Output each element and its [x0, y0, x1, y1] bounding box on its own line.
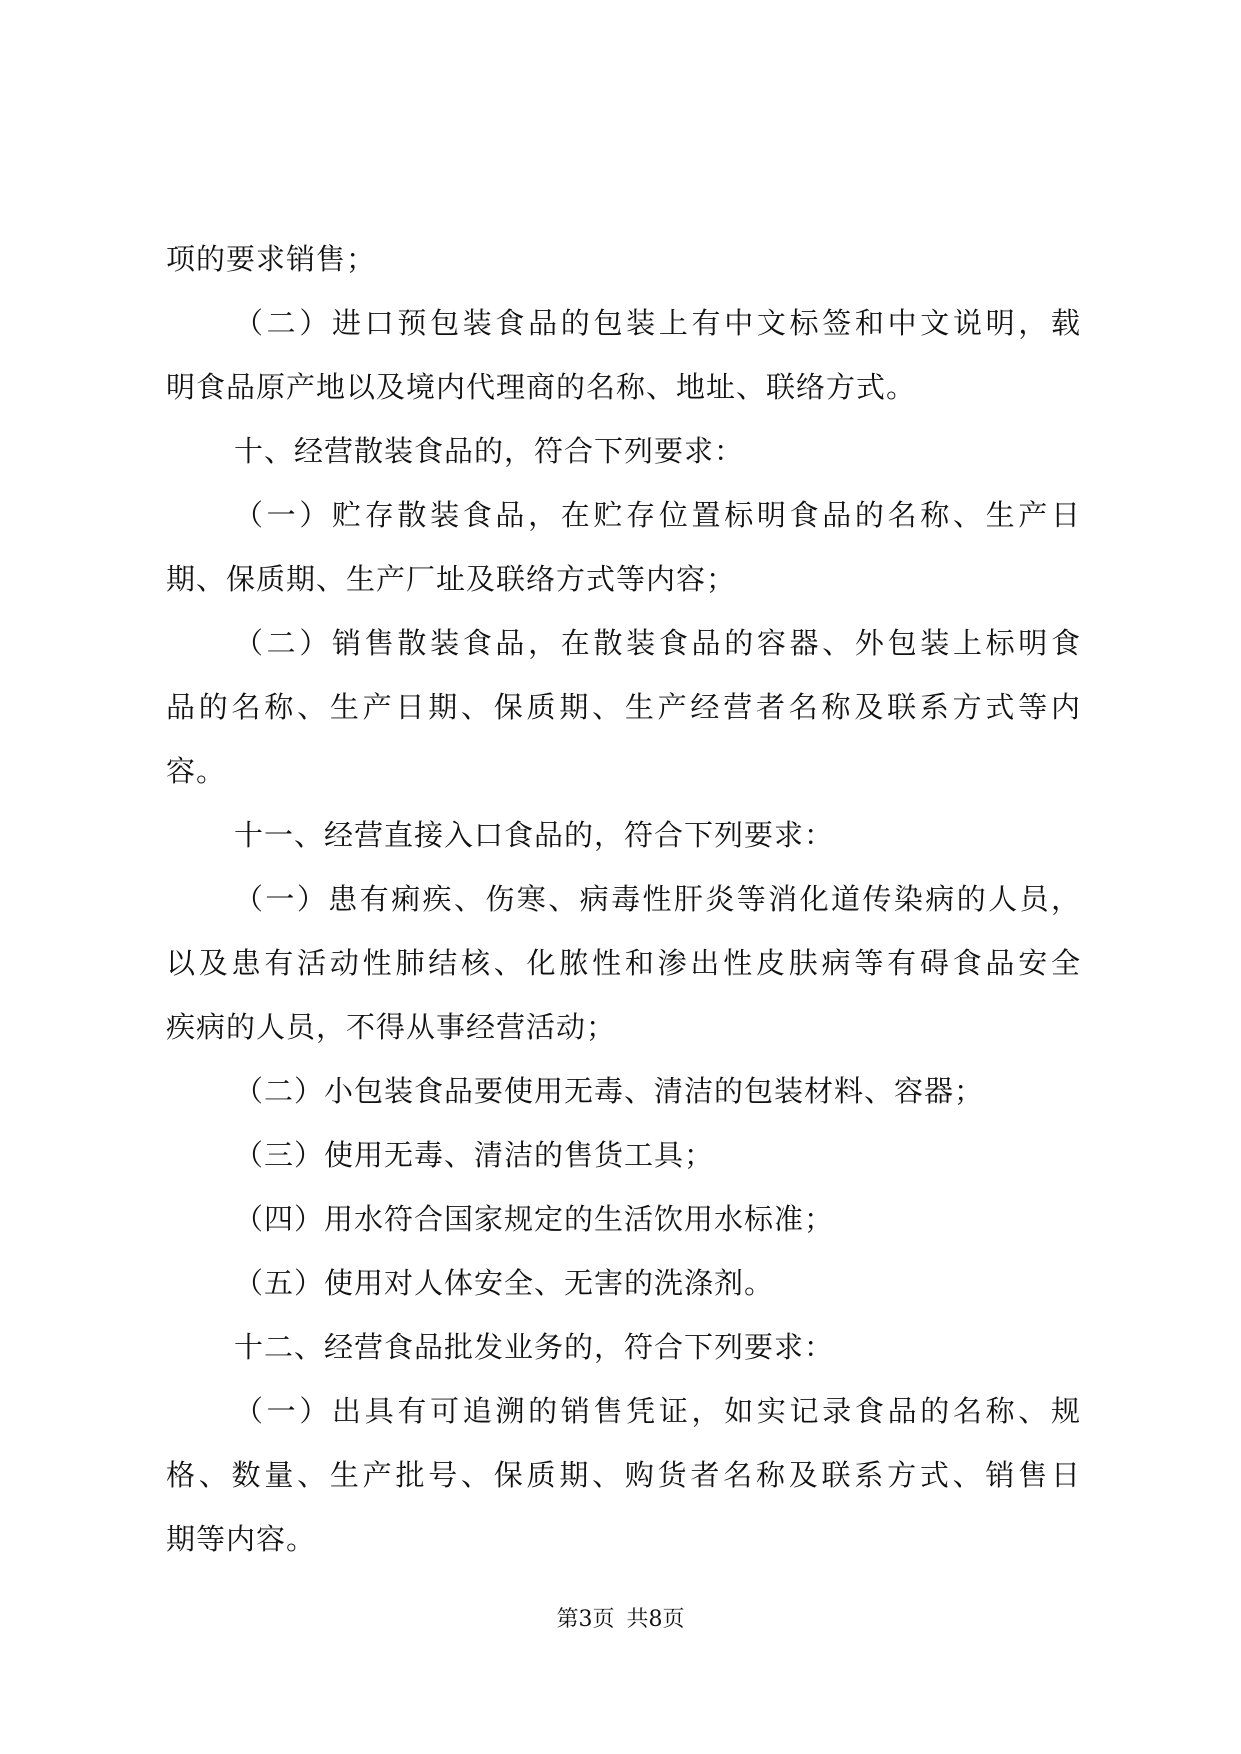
section-heading: 十二、经营食品批发业务的，符合下列要求： [234, 1330, 835, 1364]
text-line: （一）出具有可追溯的销售凭证，如实记录食品的名称、规 [234, 1394, 1081, 1428]
text-line: 容。 [166, 754, 227, 788]
text-line: （二）销售散装食品，在散装食品的容器、外包装上标明食 [234, 626, 1081, 660]
text-line: （二）小包装食品要使用无毒、清洁的包装材料、容器； [234, 1074, 985, 1108]
text-line: （二）进口预包装食品的包装上有中文标签和中文说明，载 [234, 306, 1081, 340]
text-line: （四）用水符合国家规定的生活饮用水标准； [234, 1202, 835, 1236]
section-heading: 十、经营散装食品的，符合下列要求： [234, 434, 745, 468]
section-heading: 十一、经营直接入口食品的，符合下列要求： [234, 818, 835, 852]
text-line: 疾病的人员，不得从事经营活动； [166, 1010, 617, 1044]
text-line: （五）使用对人体安全、无害的洗涤剂。 [234, 1266, 775, 1300]
page-footer [0, 1600, 1241, 1640]
text-line: 格、数量、生产批号、保质期、购货者名称及联系方式、销售日 [166, 1458, 1081, 1492]
text-line: 以及患有活动性肺结核、化脓性和渗出性皮肤病等有碍食品安全 [166, 946, 1081, 980]
text-line: 品的名称、生产日期、保质期、生产经营者名称及联系方式等内 [166, 690, 1081, 724]
text-line: （一）贮存散装食品，在贮存位置标明食品的名称、生产日 [234, 498, 1081, 532]
page-number: 第3页 [556, 1607, 615, 1632]
text-line: （一）患有痢疾、伤寒、病毒性肝炎等消化道传染病的人员， [234, 882, 1081, 916]
text-line: （三）使用无毒、清洁的售货工具； [234, 1138, 715, 1172]
page-total: 共8页 [626, 1607, 685, 1632]
text-line: 期、保质期、生产厂址及联络方式等内容； [166, 562, 737, 596]
text-line: 项的要求销售； [166, 242, 377, 276]
document-body [166, 227, 1081, 1571]
text-line: 明食品原产地以及境内代理商的名称、地址、联络方式。 [166, 370, 917, 404]
text-line: 期等内容。 [166, 1522, 317, 1556]
